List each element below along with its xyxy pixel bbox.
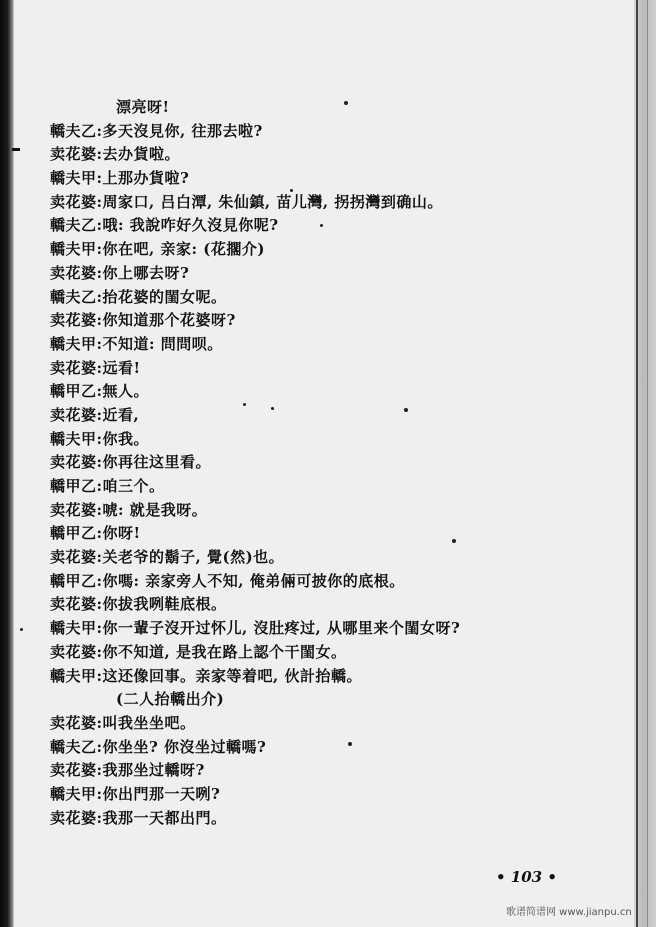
speaker-label: 卖花婆: [50,358,103,377]
play-script [50,96,610,830]
script-line [50,736,610,760]
dialogue-text: 去办貨啦。 [102,145,181,164]
script-line [50,143,610,167]
speaker-label: 卖花婆: [50,405,103,424]
speaker-label: 轎甲乙: [50,524,103,543]
script-line [50,712,610,736]
dialogue-text: 唬: 就是我呀。 [102,500,208,519]
dialogue-text: 你一輩子沒开过怀儿, 沒肚疼过, 从哪里来个閨女呀? [102,619,461,638]
script-line [50,96,610,120]
script-line [50,428,610,452]
speaker-label: 轎夫甲: [50,334,103,353]
speaker-label: 卖花婆: [50,453,103,472]
speaker-label: 卖花婆: [50,595,103,614]
dialogue-text: 你再往这里看。 [102,453,212,472]
dialogue-text: 抬花婆的閨女呢。 [102,287,227,306]
speaker-label: 轎夫甲: [50,666,103,685]
script-line [50,617,610,641]
dialogue-text: 上那办貨啦? [102,169,190,188]
speaker-label: 卖花婆: [50,548,103,567]
script-line [50,380,610,404]
dialogue-text: 你呀! [102,524,141,543]
dialogue-text: 关老爷的鬍子, 覺(然)也。 [102,548,285,567]
page-number: • 103 • [496,868,557,886]
script-line [50,522,610,546]
page-edge-line [636,0,638,927]
speaker-label: 轎甲乙: [50,571,103,590]
script-line [50,593,610,617]
script-line [50,665,610,689]
script-line [50,404,610,428]
page-edge-line-inner [647,0,648,927]
dialogue-text: 你知道那个花婆呀? [102,311,236,330]
script-line [50,333,610,357]
script-line [50,546,610,570]
speaker-label: 卖花婆: [50,311,103,330]
script-line [50,238,610,262]
dialogue-text: 你不知道, 是我在路上認个干閨女。 [102,642,347,661]
speaker-label: 轎夫甲: [50,784,103,803]
script-line [50,214,610,238]
speaker-label: 轎夫乙: [50,737,103,756]
dialogue-text: 叫我坐坐吧。 [102,713,196,732]
speaker-label: 轎夫乙: [50,287,103,306]
dialogue-text: 你出門那一天咧? [102,784,221,803]
speaker-label: 卖花婆: [50,500,103,519]
speaker-label: 卖花婆: [50,713,103,732]
script-line [50,451,610,475]
script-line [50,286,610,310]
speaker-label: 轎夫甲: [50,429,103,448]
dialogue-text: 你上哪去呀? [102,263,190,282]
script-line [50,475,610,499]
script-line [50,357,610,381]
speaker-label: 卖花婆: [50,808,103,827]
dialogue-text: 远看! [102,358,141,377]
site-watermark: 歌谱简谱网 www.jianpu.cn [506,907,632,918]
dialogue-text: 周家口, 吕白潭, 朱仙鎮, 苗儿灣, 拐拐灣到确山。 [102,192,443,211]
dialogue-text: 咱三个。 [102,477,165,495]
speaker-label: 轎夫乙: [50,216,103,235]
dialogue-text: 無人。 [102,382,150,401]
speaker-label: 轎夫甲: [50,240,103,259]
script-line [50,167,610,191]
dialogue-text: 多天沒見你, 往那去啦? [102,121,263,140]
dialogue-text: 近看, [102,405,140,424]
dialogue-text: 漂亮呀! [116,98,170,116]
speaker-label: 轎甲乙: [50,477,103,495]
script-line [50,570,610,594]
dialogue-text: 你坐坐? 你沒坐过轎嗎? [102,737,267,756]
speaker-label: 轎夫甲: [50,169,103,188]
dialogue-text: 不知道: 問問呗。 [102,334,223,353]
dialogue-text: 哦: 我說咋好久沒見你呢? [102,216,279,235]
dialogue-text: 这还像回事。亲家等着吧, 伙計抬轎。 [102,666,362,685]
binding-mark [12,148,20,151]
dialogue-text: 你在吧, 亲家: (花擱介) [102,240,265,259]
script-line [50,783,610,807]
script-line [50,807,610,831]
stage-direction-line [50,688,610,712]
speaker-label: 轎甲乙: [50,382,103,401]
script-line [50,759,610,783]
speaker-label: 卖花婆: [50,192,103,211]
script-line [50,262,610,286]
dialogue-text: 你嗎: 亲家旁人不知, 俺弟倆可披你的底根。 [102,571,405,590]
dialogue-text: 我那坐过轎呀? [102,761,205,780]
script-line [50,641,610,665]
speaker-label: 卖花婆: [50,263,103,282]
dialogue-text: 你我。 [102,429,150,448]
book-binding-shadow [0,0,14,927]
speaker-label: 卖花婆: [50,145,103,164]
stage-direction-text: (二人抬轎出介) [116,690,225,709]
script-line [50,309,610,333]
script-line [50,499,610,523]
speaker-label: 卖花婆: [50,761,103,780]
speaker-label: 轎夫乙: [50,121,103,140]
speaker-label: 卖花婆: [50,642,103,661]
dialogue-text: 你拔我咧鞋底根。 [102,595,227,614]
speaker-label: 轎夫甲: [50,619,103,638]
ink-speck [20,628,23,631]
script-line [50,191,610,215]
script-line [50,120,610,144]
dialogue-text: 我那一天都出門。 [102,808,227,827]
